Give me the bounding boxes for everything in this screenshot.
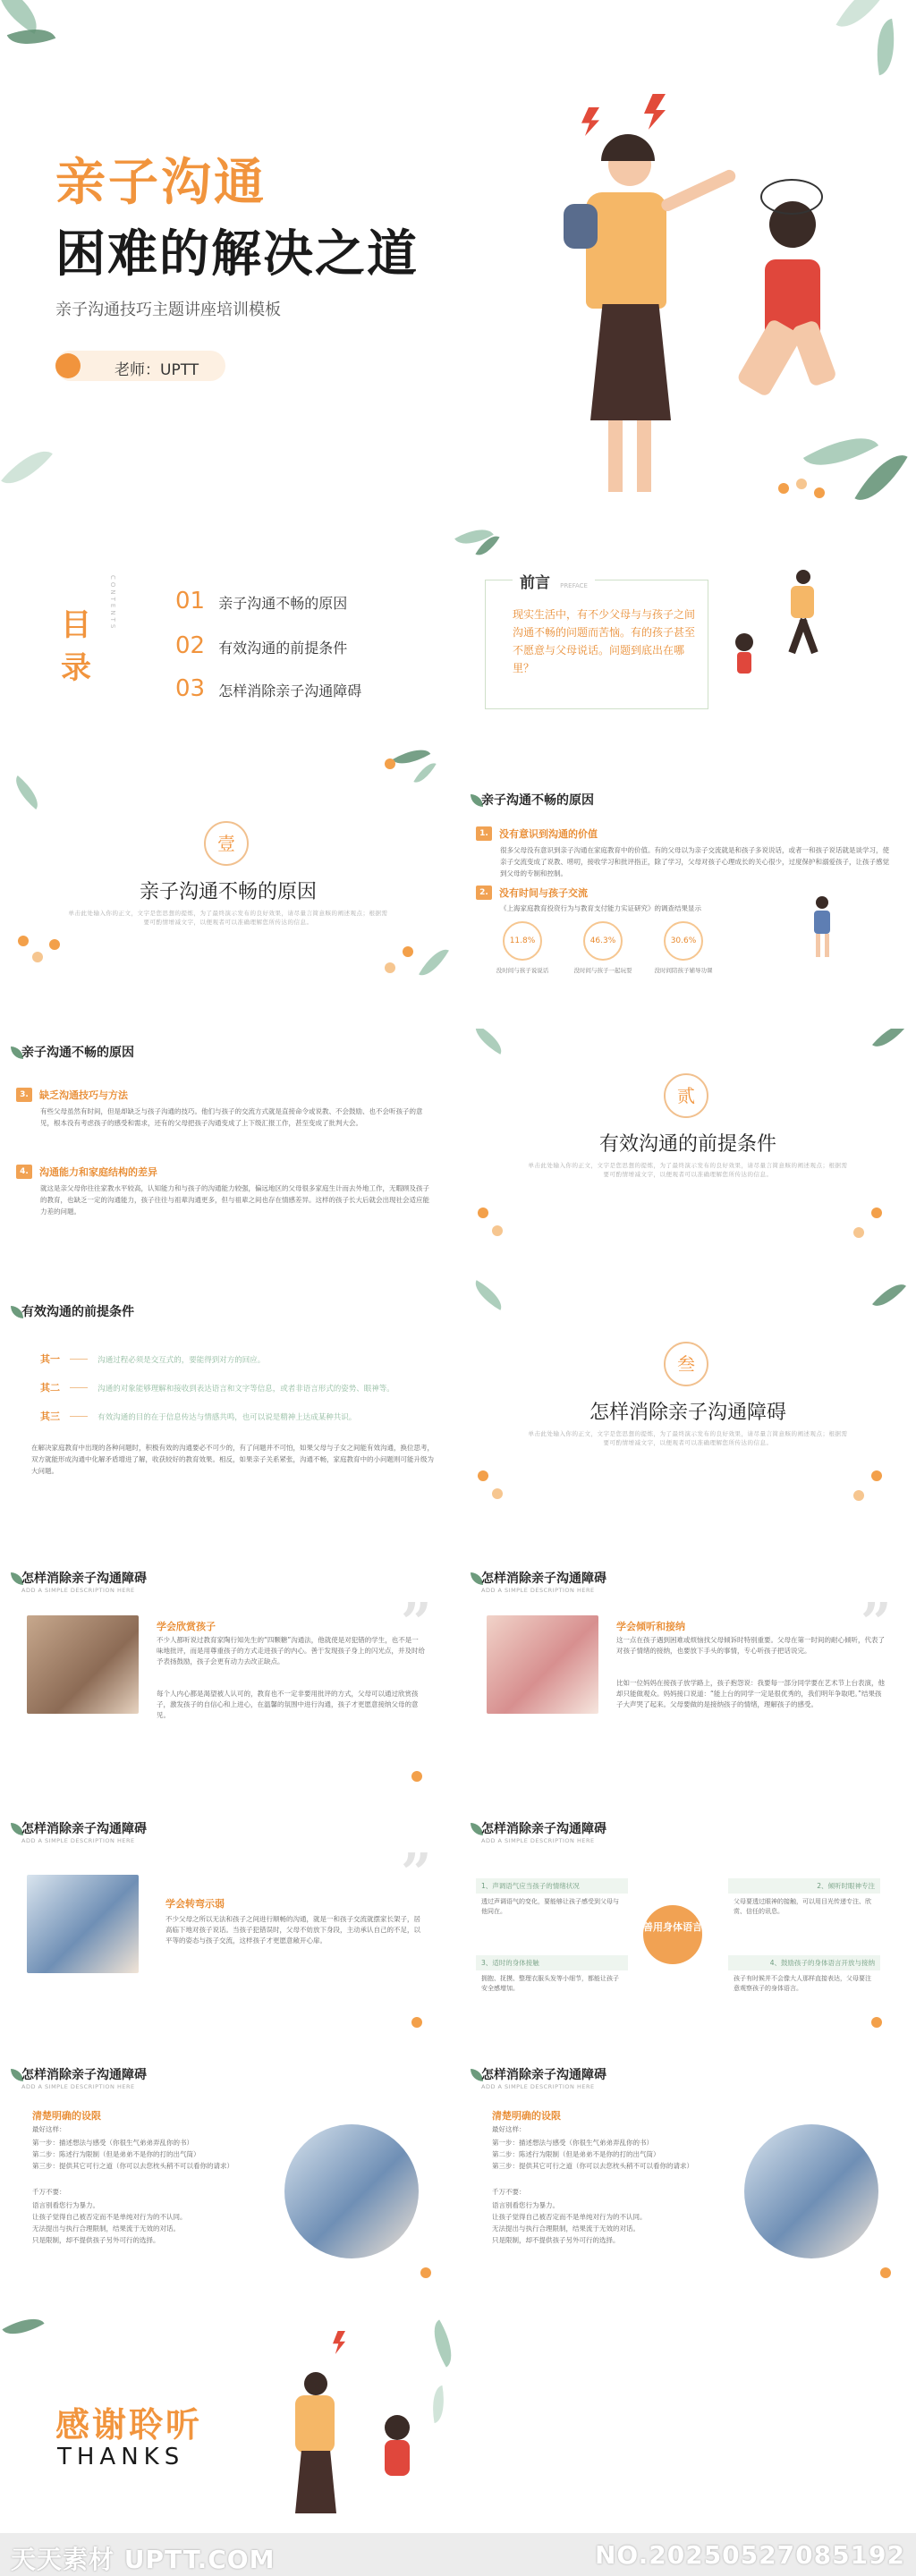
section3-number: 叁: [664, 1342, 708, 1386]
s3p1-slide: [0, 1556, 456, 1798]
stat-item: [487, 921, 558, 974]
stat-label: 没时间陪孩子辅导功课: [654, 967, 713, 974]
s3p5-bullets: 第一步：描述想法与感受（你很生气弟弟弄乱你的书） 第二步：陈述行为限制（但是弟弟不是你的打的出气筒） 第三步：提供其它可行之道（你可以去您枕头稍不可以看你的请求）: [32, 2139, 233, 2170]
father-child-round-photo: [284, 2124, 419, 2258]
s3p6-heading: 清楚明确的设限: [492, 2110, 561, 2122]
section1-title: 亲子沟通不畅的原因: [139, 881, 317, 903]
s2p1-header: 有效沟通的前提条件: [21, 1305, 134, 1319]
s3p6-bullets-title: 最好这样：: [492, 2125, 526, 2133]
section3-slide: [460, 1279, 916, 1530]
flower-icon: [55, 353, 81, 378]
stat-label: 没时间与孩子一起玩耍: [573, 967, 632, 974]
ending-title: 感谢聆听: [55, 2405, 203, 2445]
box-3: 3、适时的身体接触 拥抱、抚摸、整理衣服头发等小细节，都能让孩子安全感增加。: [476, 1955, 628, 1997]
footer-bar: [0, 2533, 916, 2576]
s3p6-dont-title: 千万不要：: [492, 2188, 526, 2196]
s3p4-slide: [460, 1807, 916, 2044]
s2p1-item-1: 其一 沟通过程必须是交互式的，要能得到对方的回应。: [40, 1353, 266, 1365]
s3p3-slide: [0, 1807, 456, 2044]
teacher-pill: [55, 351, 225, 381]
s1p1-item1-body: 很多父母没有意识到亲子沟通在家庭教育中的价值。有的父母以为亲子交流就是和孩子多说说话，或者一和孩子说话就是谈学习，使亲子交流变成了说教、唠叨，接收学习和批评指正，除了学习，父母对孩子心理成长的关心很少，过度保护和溺爱孩子，让孩子感觉到父母的专制和控制。: [500, 846, 889, 877]
s3p2-heading: 学会倾听和接纳: [616, 1621, 685, 1632]
toc-item-3[interactable]: 03 怎样消除亲子沟通障碍: [175, 675, 362, 702]
ending-en: THANKS: [57, 2444, 185, 2470]
s3p5-header: 怎样消除亲子沟通障碍: [21, 2068, 147, 2082]
section1-desc: 单击此处输入你的正文，文字是您思想的提炼，为了最终演示发布的良好效果，请尽量言简意赅的阐述观点；根据需要可酌情增减文字，以便观者可以准确理解您所传达的信息。: [68, 910, 388, 926]
stat-item: [567, 921, 639, 974]
cover-title-line1: 亲子沟通: [55, 154, 267, 212]
toc-label: 目录: [61, 607, 91, 686]
s3p6-donts: 语言别看您行为暴力。 让孩子觉得自己被否定而不是单纯对行为的不认同。 无法提出与执行合理限制，结果流于无效的对话。 只是限制，却不提供孩子另外可行的选择。: [492, 2201, 647, 2244]
ending-slide: [0, 2299, 916, 2533]
s2p1-slide: [0, 1252, 456, 1503]
s1p1-item2: 2. 没有时间与孩子交流: [476, 886, 588, 900]
s3p6-header: 怎样消除亲子沟通障碍: [481, 2068, 606, 2082]
quote-mark-icon: ”: [401, 1843, 432, 1905]
father-child-photo: [27, 1875, 139, 1973]
s1p2-item3-body: 有些父母虽然有时间，但是却缺乏与孩子沟通的技巧。他们与孩子的交流方式就是直接命令或说教、不会鼓励、也不会听孩子的意见，根本没有考虑孩子的感受和需求，还有的父母把孩子沟通变成了上下级汇报工作，甚至变成了批判大会。: [40, 1107, 423, 1127]
s1p1-header: 亲子沟通不畅的原因: [481, 793, 594, 808]
s3p5-heading: 清楚明确的设限: [32, 2110, 101, 2122]
father-child-round-photo: [744, 2124, 878, 2258]
quote-mark-icon: ”: [401, 1592, 432, 1655]
footer-right-text: NO.20250527085192: [594, 2540, 905, 2570]
stats-row: [487, 921, 862, 993]
section3-title: 怎样消除亲子沟通障碍: [589, 1402, 786, 1424]
s3p3-heading: 学会转弯示弱: [165, 1898, 225, 1910]
family-photo: [27, 1615, 139, 1714]
s3p3-sub: ADD A SIMPLE DESCRIPTION HERE: [21, 1837, 135, 1844]
s3p1-heading: 学会欣赏孩子: [157, 1621, 216, 1632]
s1p1-slide: [460, 778, 916, 1029]
stat-value: 46.3%: [583, 921, 623, 961]
box-1: 1、声调语气应当孩子的情绪状况 透过声调语气的变化，要能够让孩子感受到父母与他同在。: [476, 1878, 628, 1920]
stat-value: 11.8%: [503, 921, 542, 961]
s2p1-item-3: 其三 有效沟通的目的在于信息传达与情感共鸣，也可以说是精神上达成某种共识。: [40, 1411, 357, 1422]
s3p2-slide: [460, 1556, 916, 1798]
s1p2-header: 亲子沟通不畅的原因: [21, 1046, 134, 1060]
toc-item-2[interactable]: 02 有效沟通的前提条件: [175, 632, 348, 659]
s3p4-header: 怎样消除亲子沟通障碍: [481, 1822, 606, 1836]
s3p5-bullets-title: 最好这样：: [32, 2125, 66, 2133]
s3p6-sub: ADD A SIMPLE DESCRIPTION HERE: [481, 2083, 595, 2090]
section2-number: 贰: [664, 1073, 708, 1118]
s3p1-body2: 每个人内心都是渴望被人认可的，教育也不一定非要用批评的方式，父母可以通过欣赏孩子，激发孩子的自信心和上进心，在温馨的氛围中进行沟通，孩子才更愿意接纳父母的意见。: [157, 1690, 419, 1719]
s1p2-item4-body: 就这是亲父母你往往家教水平较高，认知能力和与孩子的沟通能力较强，偏远地区的父母很多家庭生计而去外地工作，无暇顾及孩子的教育，也缺乏一定的沟通能力，孩子往往与祖辈沟通更多，但与祖辈之间也存在情感差异。这样的孩子长大后就会出现社会适应能力差的问题。: [40, 1184, 429, 1216]
teacher-label: 老师：UPTT: [114, 361, 199, 379]
stat-value: 30.6%: [664, 921, 703, 961]
s3p2-body2: 比如一位妈妈在接孩子放学路上，孩子抱怨说：我要每一部分同学要在艺术节上台表演，他却只能做观众。妈妈接口说道：“能上台的同学一定是很优秀的，我们明年争取吧。”结果孩子大声哭了起来。父母要做的是接纳孩子的情绪，理解孩子的感受。: [616, 1679, 885, 1708]
s3p5-sub: ADD A SIMPLE DESCRIPTION HERE: [21, 2083, 135, 2090]
center-label-circle: 善用身体语言: [643, 1905, 702, 1964]
s3p4-sub: ADD A SIMPLE DESCRIPTION HERE: [481, 1837, 595, 1844]
s3p1-sub: ADD A SIMPLE DESCRIPTION HERE: [21, 1587, 135, 1594]
section2-slide: [460, 1029, 916, 1270]
cover-title-line2: 困难的解决之道: [55, 225, 419, 284]
s3p6-bullets: 第一步：描述想法与感受（你很生气弟弟弄乱你的书） 第二步：陈述行为限制（但是弟弟不是你的打的出气筒） 第三步：提供其它可行之道（你可以去您枕头稍不可以看你的请求）: [492, 2139, 693, 2170]
quote-mark-icon: ”: [861, 1592, 892, 1655]
footer-left-text: 天天素材 UPTT.COM: [11, 2545, 276, 2574]
section2-desc: 单击此处输入你的正文，文字是您思想的提炼，为了最终演示发布的良好效果，请尽量言简意赅的阐述观点；根据需要可酌情增减文字，以便观者可以准确理解您所传达的信息。: [528, 1162, 848, 1178]
cover-subtitle: 亲子沟通技巧主题讲座培训模板: [55, 301, 281, 319]
toc-item-1[interactable]: 01 亲子沟通不畅的原因: [175, 588, 348, 614]
s3p2-sub: ADD A SIMPLE DESCRIPTION HERE: [481, 1587, 595, 1594]
s2p1-body: 在解决家庭教育中出现的各种问题时，积极有效的沟通要必不可少的，有了问题并不可怕，如果父母与子女之间能有效沟通，换位思考，双方就能形成沟通中化解矛盾增进了解，收获较好的教育效果。相反，如果亲子关系紧张，沟通不畅，家庭教育中的小问题则可能升级为大问题。: [31, 1444, 434, 1475]
box-4: 4、鼓励孩子的身体语言开放与接纳 孩子有时候并不会像大人那样直接表达，父母要注意观察孩子的身体语言。: [728, 1955, 880, 1997]
section2-title: 有效沟通的前提条件: [598, 1133, 776, 1156]
s1p1-item1: 1. 没有意识到沟通的价值: [476, 826, 598, 841]
cover-slide: [0, 0, 916, 514]
s3p1-body: 不少人都听说过教育家陶行知先生的“四颗糖”沟通法，他就使是对犯错的学生，也不是一味地批评，而是用尊重孩子的方式走进孩子的内心。善于发现孩子身上的闪光点，并及时给予表扬鼓励，孩子会更有动力去改正缺点。: [157, 1636, 425, 1665]
s3p3-body: 不少父母之所以无法和孩子之间进行顺畅的沟通，就是一和孩子交流就摆家长架子，居高临下地对孩子说话。当孩子犯错误时，父母不妨放下身段，主动承认自己的不足，以平等的姿态与孩子交流，这样孩子才更愿意敞开心扉。: [165, 1915, 420, 1945]
stat-label: 没时间与孩子说说话: [496, 967, 549, 974]
s3p2-header: 怎样消除亲子沟通障碍: [481, 1572, 606, 1586]
preface-box: [485, 574, 708, 709]
s3p6-slide: [460, 2053, 916, 2290]
section1-slide: [0, 732, 456, 987]
box-2: 2、倾听时眼神专注 父母要透过眼神的接触，可以用目光传递专注、欣赏、信任的讯息。: [728, 1878, 880, 1920]
toc-slide: [0, 521, 916, 727]
stat-item: [648, 921, 719, 974]
s1p1-item2-caption: 《上海家庭教育投资行为与教育支付能力实证研究》的调查结果显示: [500, 904, 701, 912]
preface-body: 现实生活中，有不少父母与与孩子之间沟通不畅的问题而苦恼。有的孩子甚至不愿意与父母说话。问题到底出在哪里？: [513, 608, 696, 674]
child-headphones-photo: [487, 1615, 598, 1714]
s3p3-header: 怎样消除亲子沟通障碍: [21, 1822, 147, 1836]
s3p5-slide: [0, 2053, 456, 2290]
s1p2-item4: 4. 沟通能力和家庭结构的差异: [16, 1165, 157, 1179]
s3p1-header: 怎样消除亲子沟通障碍: [21, 1572, 147, 1586]
toc-contents-label: CONTENTS: [109, 575, 116, 631]
s3p5-dont-title: 千万不要：: [32, 2188, 66, 2196]
s1p2-slide: [0, 993, 456, 1234]
s3p5-donts: 语言别看您行为暴力。 让孩子觉得自己被否定而不是单纯对行为的不认同。 无法提出与执行合理限制，结果流于无效的对话。 只是限制，却不提供孩子另外可行的选择。: [32, 2201, 187, 2244]
s2p1-item-2: 其二 沟通的对象能够理解和接收到表达语言和文字等信息，或者非语言形式的姿势、眼神等。: [40, 1382, 394, 1394]
s3p2-body: 这一点在孩子遇到困难或烦恼找父母倾诉时特别重要。父母在第一时间的耐心倾听，代表了对孩子情绪的接纳，也要放下手头的事情，专心听孩子把话说完。: [616, 1636, 885, 1655]
section1-number: 壹: [204, 821, 249, 866]
preface-heading: 前言 PREFACE: [513, 570, 595, 592]
s1p2-item3: 3. 缺乏沟通技巧与方法: [16, 1088, 128, 1102]
section3-desc: 单击此处输入你的正文，文字是您思想的提炼，为了最终演示发布的良好效果，请尽量言简意赅的阐述观点；根据需要可酌情增减文字，以便观者可以准确理解您所传达的信息。: [528, 1430, 848, 1446]
